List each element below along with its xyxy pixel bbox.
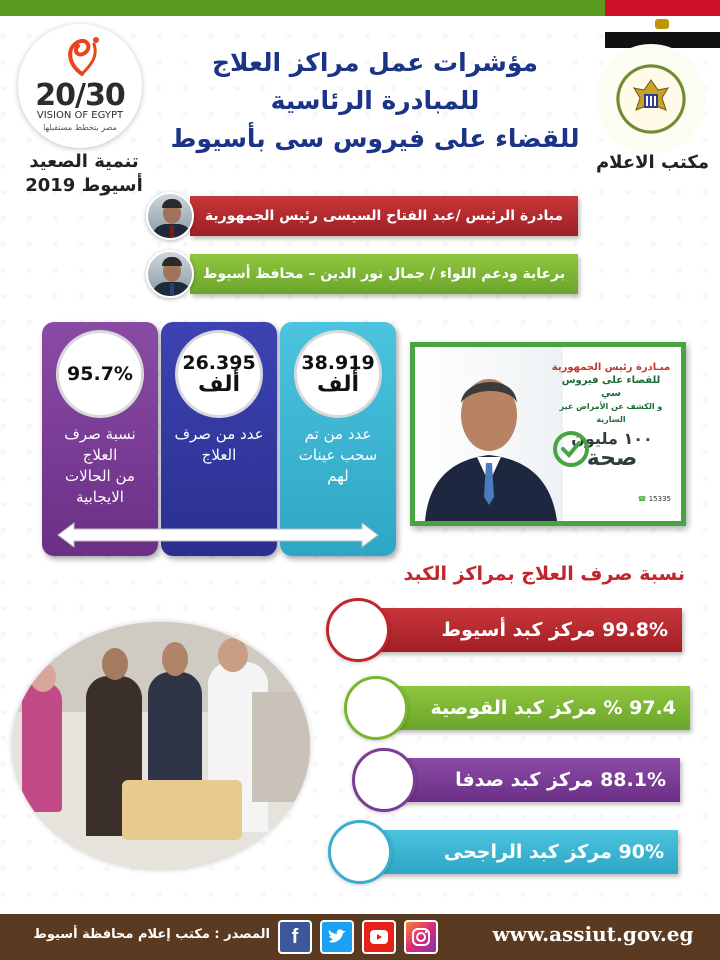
governor-avatar — [146, 250, 194, 298]
region-caption — [14, 150, 154, 198]
region-line-2: أسيوط 2019 — [25, 175, 143, 196]
egypt-flag-icon — [605, 0, 720, 48]
footer — [0, 914, 720, 960]
campaign-ad — [410, 342, 686, 526]
stat-circle — [175, 330, 263, 418]
liver-center-ring — [352, 748, 416, 812]
check-icon — [553, 431, 589, 467]
liver-center-bar — [374, 686, 690, 730]
vision-2030-logo — [18, 24, 142, 148]
president-portrait — [415, 347, 563, 521]
liver-center-text: 88.1% مركز كبد صدفا — [455, 769, 666, 791]
liver-center-text: 99.8% مركز كبد أسيوط — [441, 619, 668, 641]
president-avatar — [146, 192, 194, 240]
initiative-banner — [190, 196, 578, 236]
liver-center-bar — [380, 758, 680, 802]
ad-million-line-1: ١٠٠ مليون — [571, 429, 653, 448]
liver-center-ring — [326, 598, 390, 662]
hotline-number: 15335 — [648, 495, 671, 503]
stat-label: عدد من صرف العلاج — [174, 425, 264, 464]
vision-number: 20/30 — [35, 78, 125, 113]
stat-label: نسبة صرف العلاج من الحالات الايجابية — [64, 425, 136, 506]
stat-value: 26.395 — [182, 352, 256, 374]
liver-center-ring — [328, 820, 392, 884]
liver-center-ring — [344, 676, 408, 740]
stat-label: عدد من تم سحب عينات لهم — [298, 425, 378, 485]
initiative-text: مبادرة الرئيس /عبد الفتاح السيسى رئيس الجمهورية — [204, 208, 564, 224]
liver-center-bar — [356, 608, 682, 652]
vision-subtext: مصر بتخطط مستقبلها — [43, 123, 117, 132]
office-label: مكتب الاعلام — [595, 152, 709, 173]
vision-swirl-icon — [58, 34, 106, 78]
ad-title — [551, 361, 671, 426]
stat-value: 95.7% — [67, 363, 133, 385]
governorate-seal-icon — [596, 44, 706, 154]
double-arrow-icon — [56, 519, 380, 551]
sponsorship-text: برعاية ودعم اللواء / جمال نور الدين – محافظ أسيوط — [202, 266, 566, 282]
title-line-3: للقضاء على فيروس سى بأسيوط — [170, 124, 580, 153]
stat-circle — [56, 330, 144, 418]
source-credit: المصدر : مكتب إعلام محافظة أسيوط — [33, 927, 270, 942]
region-line-1: تنمية الصعيد — [29, 151, 139, 172]
youtube-icon[interactable] — [362, 920, 396, 954]
title-line-2: للمبادرة الرئاسية — [270, 86, 480, 115]
stat-circle — [294, 330, 382, 418]
ad-hotline: ☎ 15335 — [637, 495, 671, 503]
website-link[interactable]: www.assiut.gov.eg — [492, 922, 694, 946]
ad-title-line-2: للقضاء على فيروس سي — [561, 375, 661, 399]
ad-title-line-3: و الكشف عن الأمراض غير السارية — [559, 402, 663, 424]
instagram-icon[interactable] — [404, 920, 438, 954]
stat-unit: ألف — [198, 372, 241, 397]
top-green-strip — [0, 0, 605, 16]
ad-million-line-2: صحة — [586, 446, 638, 471]
stat-unit: ألف — [317, 372, 360, 397]
twitter-icon[interactable] — [320, 920, 354, 954]
facebook-icon[interactable]: f — [278, 920, 312, 954]
stat-value: 38.919 — [301, 352, 375, 374]
liver-center-text: 97.4 % مركز كبد القوصية — [430, 697, 676, 719]
sponsorship-banner — [190, 254, 578, 294]
title-line-1: مؤشرات عمل مراكز العلاج — [211, 48, 538, 77]
visit-photo — [12, 622, 310, 870]
page-title — [165, 44, 585, 158]
ad-title-line-1: مبـادرة رئيس الجمهورية — [551, 362, 671, 373]
vision-text: VISION OF EGYPT — [36, 110, 124, 121]
liver-center-bar — [368, 830, 678, 874]
liver-center-text: 90% مركز كبد الراجحى — [443, 841, 664, 863]
liver-centers-title: نسبة صرف العلاج بمراكز الكبد — [403, 563, 685, 585]
